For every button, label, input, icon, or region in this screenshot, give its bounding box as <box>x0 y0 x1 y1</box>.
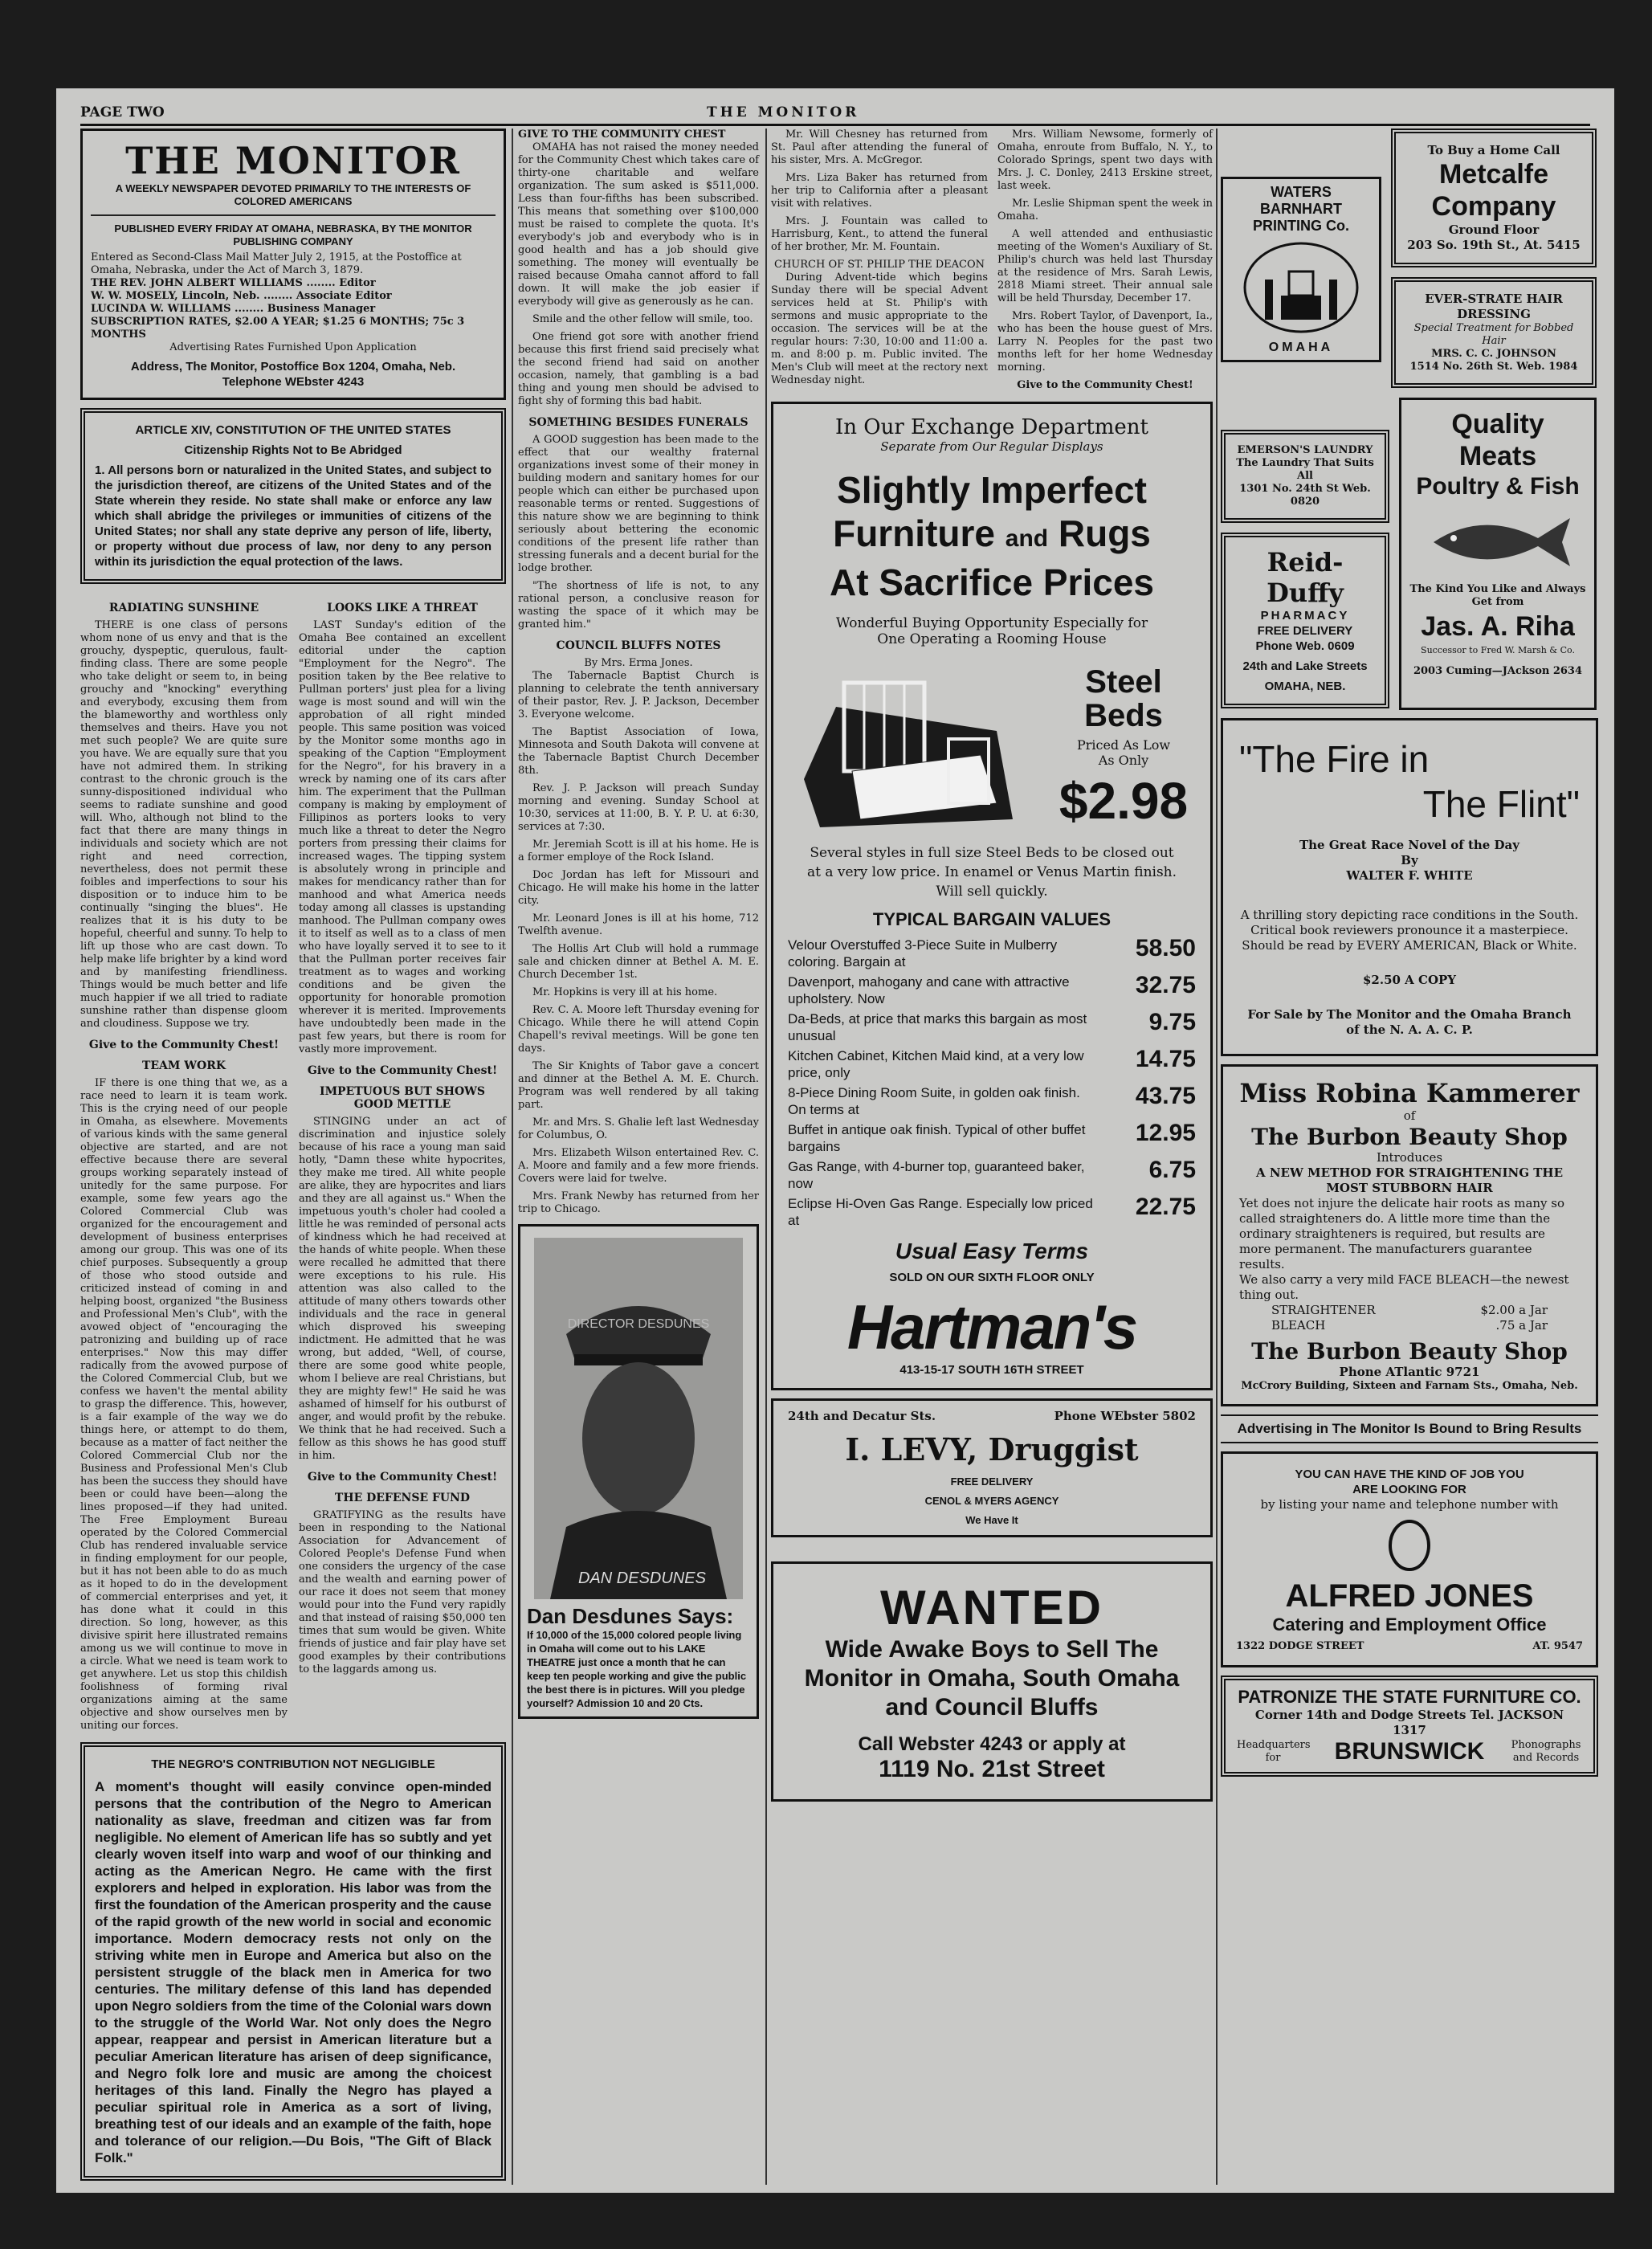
chest-line: Give to the Community Chest! <box>88 1039 279 1051</box>
rates-note: Advertising Rates Furnished Upon Application <box>169 341 417 353</box>
jones-l1: YOU CAN HAVE THE KIND OF JOB YOU ARE LOOKING FOR <box>1295 1467 1524 1496</box>
funerals-text: A GOOD suggestion has been made to the effect that our wealthy fraternal organizations invest some of their money in building modern and sanitary homes for our people which can either be purchased upon reasonable terms or rented. Suggestions of this nature show we are beginning to think seriously about bettering the economic conditions of the present life rather than stressing funerals and a decent burial for the lodge brother. <box>518 434 759 574</box>
masthead-title: THE MONITOR <box>125 139 461 182</box>
fire-l2: Critical book reviewers pronounce it a masterpiece. <box>1250 923 1568 937</box>
styles-text: Several styles in full size Steel Beds to be closed out at a very low price. In enamel or Venus Martin finish. Will sell quickly. <box>806 845 1177 900</box>
fire-sub: The Great Race Novel of the Day <box>1299 838 1519 852</box>
emerson-ad <box>1221 430 1389 523</box>
staff-3: LUCINDA W. WILLIAMS ........ Business Manager <box>91 303 376 315</box>
levy-phone: Phone WEbster 5802 <box>1054 1409 1196 1423</box>
jones-addr: 1322 DODGE STREET <box>1236 1640 1364 1652</box>
metcalfe-top: To Buy a Home Call <box>1427 143 1560 157</box>
negro-text: A moment's thought will easily convince open-minded persons that the contribution of the Negro to American nationality as slave, freedman and citizen was far from negligible. No element of American life has so subtly and yet clearly woven itself into warp and woof of our thinking and acting as the American Negro. He came with the first explorers and helped in exploration. His labor was from the first the foundation of the American prosperity and the cause of the rapid growth of the new world in social and economic importance. Modern democracy rests not only on the striving white men in Europe and America but also on the persistent struggle of the black men in America for two centuries. The military defense of this land has depended upon Negro soldiers from the time of the Colonial wars down to the struggle of the World War. Not only does the Negro appear, reappear and persist in American literature but a peculiar American literature has arisen of deep significance, and Negro folk lore and music are among the choicest heritages of this land. Finally the Negro has played a peculiar spiritual role in America as a sort of living, breathing test of our ideals and an example of the faith, hope and tolerance of our religion.—Du Bois, "The Gift of Black Folk." <box>95 1779 492 2165</box>
smile-text: Smile and the other fellow will smile, too. <box>532 313 753 325</box>
cap-label: DIRECTOR DESDUNES <box>567 1317 710 1331</box>
reidduffy-city: OMAHA, NEB. <box>1264 680 1346 693</box>
left-small-ads <box>1221 398 1389 718</box>
two-column-section <box>80 594 506 1737</box>
kammerer-shop: The Burbon Beauty Shop <box>1251 1124 1568 1150</box>
kammerer-name: Miss Robina Kammerer <box>1239 1078 1580 1108</box>
bluffs-item: The Baptist Association of Iowa, Minnesota and South Dakota will convene at the Tabernacle Baptist Church December 8th. <box>518 726 759 777</box>
kammerer-addr: McCrory Building, Sixteen and Farnam Sts., Omaha, Neb. <box>1241 1380 1578 1392</box>
easy-terms: Usual Easy Terms <box>895 1239 1089 1263</box>
bargain-row <box>788 1195 1196 1229</box>
hartman-logo: Hartman's <box>846 1292 1137 1362</box>
chest-title: GIVE TO THE COMMUNITY CHEST <box>518 129 726 141</box>
levy-free: FREE DELIVERY <box>950 1476 1034 1488</box>
chest-line: Give to the Community Chest! <box>307 1471 498 1484</box>
waters-name2: BARNHART <box>1260 201 1342 217</box>
levy-top <box>788 1409 1196 1423</box>
fire-title2: The Flint" <box>1422 783 1580 825</box>
portrait-photo <box>534 1238 743 1599</box>
reidduffy-phone: Phone Web. 0609 <box>1255 639 1355 653</box>
social-item: Mr. Will Chesney has returned from St. Paul after attending the funeral of his sister, Mrs. A. McGregor. <box>771 129 988 166</box>
everstrate-ad <box>1391 277 1597 388</box>
bargain-item: Kitchen Cabinet, Kitchen Maid kind, at a very low price, only <box>788 1048 1084 1080</box>
price-value: $2.00 a Jar <box>1480 1303 1548 1317</box>
column-2 <box>518 129 759 1727</box>
hartman-ad <box>771 402 1213 1390</box>
wanted-line2: Call Webster 4243 or apply at <box>858 1733 1126 1755</box>
bluffs-item: Rev. C. A. Moore left Thursday evening for Chicago. While there he will attend Copin Chapell's revival meetings. Will be gone ten days. <box>518 1004 759 1055</box>
bluffs-item: Mrs. Elizabeth Wilson entertained Rev. C. A. Moore and family and a few more friends. Covers were laid for twelve. <box>518 1147 759 1185</box>
bargain-row <box>788 1084 1196 1118</box>
headline-word: Rugs <box>1058 512 1151 554</box>
phone: Telephone WEbster 4243 <box>222 375 365 389</box>
negro-contribution-box <box>80 1742 506 2181</box>
bluffs-item: Doc Jordan has left for Missouri and Chicago. He will make his home in the latter city. <box>518 869 759 907</box>
social-item: Mrs. Liza Baker has returned from her trip to California after a pleasant visit with relatives. <box>771 172 988 210</box>
bluffs-item: The Hollis Art Club will hold a rummage sale and chicken dinner at Bethel A. M. E. Church December 1st. <box>518 943 759 981</box>
top-ads-row <box>1221 129 1598 398</box>
fire-l3: Should be read by EVERY AMERICAN, Black or White. <box>1242 938 1577 953</box>
bluffs-item: The Sir Knights of Tabor gave a concert and dinner at the Bethel A. M. E. Church. Program was well rendered by all taking part. <box>518 1060 759 1111</box>
reidduffy-free: FREE DELIVERY <box>1257 624 1353 638</box>
bluffs-item: Rev. J. P. Jackson will preach Sunday morning and evening. Sunday School at 10:30, services at 11:00, B. Y. P. U. at 6:30, services at 7:30. <box>518 782 759 833</box>
defense-text: GRATIFYING as the results have been in responding to the National Association for Advancement of Colored People's Defense Fund when one considers the urgency of the case and the wealth and earning power of our race it does not seem that money would pour into the Fund very rapidly and that instead of raising $50,000 ten times that sum would be given. White friends of justice and fair play have set good examples by their contributions to the laggards among us. <box>299 1509 506 1676</box>
jones-ad <box>1221 1451 1598 1667</box>
social-right <box>997 129 1213 392</box>
metcalfe-addr: 203 So. 19th St., At. 5415 <box>1407 238 1581 252</box>
reidduffy-pharmacy: PHARMACY <box>1260 609 1350 622</box>
waters-city: OMAHA <box>1268 341 1334 354</box>
social-item: A well attended and enthusiastic meeting of the Women's Auxiliary of St. Philip's church was held last Thursday at the residence of Mrs. Sarah Lewis, 2818 Miami street. Their annual sale will be held Thursday, December 17. <box>997 228 1213 304</box>
chest-line: Give to the Community Chest! <box>307 1064 498 1077</box>
metcalfe-floor: Ground Floor <box>1448 222 1540 237</box>
staff-2: W. W. MOSELY, Lincoln, Neb. ........ Associate Editor <box>91 290 392 302</box>
fire-sale: For Sale by The Monitor and the Omaha Branch of the N. A. A. C. P. <box>1247 1007 1572 1037</box>
fire-in-flint-ad <box>1221 718 1598 1056</box>
levy-have: We Have It <box>965 1514 1018 1526</box>
steel-bed-illustration <box>788 659 1029 835</box>
bargain-list <box>788 937 1196 1229</box>
bargain-price: 6.75 <box>1148 1157 1196 1183</box>
fire-by: By <box>1401 853 1418 867</box>
funerals-quote: "The shortness of life is not, to any rational person, a conclusive reason for wasting the space of it which may be granted him." <box>518 580 759 631</box>
column-rule <box>765 129 767 2185</box>
kammerer-phone: Phone ATlantic 9721 <box>1339 1365 1480 1379</box>
waters-name3: PRINTING Co. <box>1253 218 1349 234</box>
bed-price: $2.98 <box>1059 772 1189 830</box>
sold-line: SOLD ON OUR SIXTH FLOOR ONLY <box>889 1271 1095 1284</box>
teamwork-title: TEAM WORK <box>141 1059 226 1072</box>
gambling-text: One friend got sore with another friend because this first friend said precisely what the second friend had said on another occasion, namely, that gambling is a bad thing and young men should be advised to fight shy of forming this bad habit. <box>518 331 759 407</box>
bargain-price: 14.75 <box>1135 1046 1196 1072</box>
bargain-price: 22.75 <box>1135 1194 1196 1220</box>
typical-title: TYPICAL BARGAIN VALUES <box>872 909 1112 929</box>
headline-word: Furniture <box>833 512 995 554</box>
kammerer-ad <box>1221 1064 1598 1406</box>
wanted-line3: 1119 No. 21st Street <box>879 1756 1105 1782</box>
everstrate-title: EVER-STRATE HAIR DRESSING <box>1425 292 1563 321</box>
everstrate-addr: 1514 No. 26th St. Web. 1984 <box>1409 361 1578 373</box>
riha-ad <box>1399 398 1597 710</box>
bluffs-item: The Tabernacle Baptist Church is planning to celebrate the tenth anniversary of their pastor, Rev. J. P. Jackson, December 3. Everyone welcome. <box>518 670 759 720</box>
levy-name: I. LEVY, Druggist <box>845 1431 1139 1467</box>
emerson-addr: 1301 No. 24th St Web. 0820 <box>1239 483 1371 508</box>
masthead-entered: Entered as Second-Class Mail Matter July 2, 1915, at the Postoffice at Omaha, Nebraska, under the Act of March 3, 1879. <box>91 251 462 276</box>
statefurn-title: PATRONIZE THE STATE FURNITURE CO. <box>1238 1687 1581 1707</box>
ring-ornament-icon <box>1385 1517 1434 1573</box>
divider <box>91 214 496 216</box>
bluffs-byline: By Mrs. Erma Jones. <box>584 657 693 669</box>
masthead <box>80 129 506 400</box>
statefurn-brand: BRUNSWICK <box>1334 1738 1485 1765</box>
riha-kind: The Kind You Like and Always Get from <box>1409 583 1586 608</box>
riha-line1: Quality Meats <box>1451 409 1544 471</box>
jones-bottom <box>1236 1640 1583 1652</box>
waters-box <box>1221 177 1381 362</box>
headline-3: At Sacrifice Prices <box>829 561 1154 603</box>
bargain-row <box>788 973 1196 1007</box>
levy-corner: 24th and Decatur Sts. <box>788 1409 936 1423</box>
defense-title: THE DEFENSE FUND <box>334 1492 471 1504</box>
price-line <box>1239 1318 1580 1333</box>
bargain-row <box>788 1010 1196 1044</box>
subcolumn-left <box>80 594 288 1737</box>
wanted-title: WANTED <box>880 1581 1103 1635</box>
bargain-row <box>788 1047 1196 1081</box>
funerals-title: SOMETHING BESIDES FUNERALS <box>528 416 748 429</box>
kammerer-text: Yet does not injure the delicate hair roots as many so called straighteners do. A little more time than the ordinary straighteners is required, but results are more permanent. The manufacturers guarantee results. <box>1239 1196 1565 1271</box>
dan-desdunes-ad <box>518 1224 759 1719</box>
statefurn-rec: Phonographs and Records <box>1511 1739 1581 1764</box>
bed-price-box <box>1051 665 1196 829</box>
riha-addr: 2003 Cuming—JAckson 2634 <box>1413 665 1583 677</box>
threat-title: LOOKS LIKE A THREAT <box>327 602 478 614</box>
riha-line2: Poultry & Fish <box>1416 473 1580 500</box>
radiating-text: THERE is one class of persons whom none of us envy and that is the grouchy, dyspeptic, querulous, fault-finding class. There are some people who take delight or seem to, in being grouchy and "knocking" everything and everybody, excusing them from the blameworthy and worthless only themselves and theirs. Have you not met such people? We are quite sure you have. We are equally sure that you have not admired them. In striking contrast to the chronic grouch is the sunny-dispositioned individual who seems to radiate sunshine and good will. Who, although not blind to the fact that there are many things in individuals and society which are not right and need correction, nevertheless, does not permit these foibles and imperfections to sour his disposition or to induce him to be continually "singing the blues". He realizes that it is his duty to be hopeful, cheerful and sunny. To help to lift up those who are cast down. To help make life brighter by a kind word and by manifesting friendliness. Things would be much better and life much happier if we all tried to radiate sunshine rather than dispense gloom and cloudiness. Suppose we try. <box>80 619 288 1030</box>
bluffs-item: Mr. Jeremiah Scott is ill at his home. He is a former employe of the Rock Island. <box>518 839 759 863</box>
bargain-price: 58.50 <box>1135 935 1196 961</box>
riha-name: Jas. A. Riha <box>1421 611 1575 642</box>
church-title: CHURCH OF ST. PHILIP THE DEACON <box>774 259 985 271</box>
jones-l2: by listing your name and telephone number with <box>1260 1497 1559 1512</box>
dan-text: If 10,000 of the 15,000 colored people living in Omaha will come out to his LAKE THEATRE just once a month that he can keep ten people working and give the public the best there is in pictures. Will you pledge yourself? Admission 10 and 20 Cts. <box>527 1629 747 1709</box>
impetuous-title: IMPETUOUS BUT SHOWS GOOD METTLE <box>320 1085 485 1111</box>
statefurn-bottom <box>1237 1738 1582 1765</box>
metcalfe-name1: Metcalfe <box>1438 159 1549 190</box>
bed-row <box>788 659 1196 835</box>
headline-1: Slightly Imperfect <box>837 469 1147 511</box>
address: Address, The Monitor, Postoffice Box 1204, Omaha, Neb. <box>130 360 456 373</box>
bargain-price: 43.75 <box>1135 1083 1196 1109</box>
middle-ads-row <box>1221 398 1598 718</box>
article-xiv-box <box>80 408 506 584</box>
social-item: Mr. Leslie Shipman spent the week in Omaha. <box>997 198 1213 222</box>
threat-text: LAST Sunday's edition of the Omaha Bee contained an excellent editorial under the caption "Employment for the Negro". The position taken by the Bee relative to Pullman porters' just plea for a living wage is most sound and will win the approbation of all right minded people. This same position was voiced by the Monitor some months ago in speaking of the Caption "Employment for the Negro", for his bravery in a wreck by naming one of its cars after him. The experiment that the Pullman company is making by employment of Fillipinos as porters looks to very much like a threat to deter the Negro porters from pressing their claims for increased wages. The tipping system is absolutely wrong in principle and makes for mendicancy rather than for manhood and what America needs today among all classes is upstanding manhood. The Pullman company owes it to itself as well as to a class of men who have loyally served it to see to it that the Pullman porter receives fair treatment as to wages and working conditions and be given the opportunity for honorable promotion wherever it is merited. Improvements have undoubtedly been made in the past few years, but there is room for vastly more improvement. <box>299 619 506 1055</box>
social-item: Mrs. J. Fountain was called to Harrisburg, Kent., to attend the funeral of her brother, Mr. M. Fountain. <box>771 215 988 253</box>
bluffs-item: Mr. Leonard Jones is ill at his home, 712 Twelfth avenue. <box>518 912 759 937</box>
reidduffy-streets: 24th and Lake Streets <box>1242 659 1368 673</box>
rates: SUBSCRIPTION RATES, $2.00 A YEAR; $1.25 6 MONTHS; 75c 3 MONTHS <box>91 316 465 341</box>
price-label: STRAIGHTENER <box>1271 1303 1376 1317</box>
bargain-item: Eclipse Hi-Oven Gas Range. Especially low priced at <box>788 1196 1093 1228</box>
column-rule <box>512 129 513 2185</box>
bargain-price: 12.95 <box>1135 1120 1196 1146</box>
jones-phone: AT. 9547 <box>1532 1640 1583 1652</box>
subcolumn-right <box>299 594 506 1737</box>
fire-l1: A thrilling story depicting race conditions in the South. <box>1240 908 1579 922</box>
fire-title1: "The Fire in <box>1239 738 1430 780</box>
metcalfe-ad <box>1391 129 1597 267</box>
levy-ad <box>771 1398 1213 1537</box>
social-notes <box>771 129 1213 392</box>
fire-price: $2.50 A COPY <box>1362 973 1457 987</box>
photo-caption: DAN DESDUNES <box>578 1569 706 1587</box>
bargain-item: 8-Piece Dining Room Suite, in golden oak finish. On terms at <box>788 1085 1080 1117</box>
social-left <box>771 129 988 392</box>
wanted-line1: Wide Awake Boys to Sell The Monitor in Omaha, South Omaha and Council Bluffs <box>804 1636 1180 1720</box>
social-item: Mrs. Robert Taylor, of Davenport, Ia., who has been the house guest of Mrs. Larry N. Peoples for the past two months left for her home Wednesday morning. <box>997 310 1213 373</box>
bargain-item: Gas Range, with 4-burner top, guaranteed baker, now <box>788 1159 1085 1191</box>
wanted-ad <box>771 1561 1213 1802</box>
bargain-row <box>788 1121 1196 1155</box>
bargain-price: 9.75 <box>1148 1009 1196 1035</box>
bargain-price: 32.75 <box>1135 972 1196 998</box>
everstrate-name: MRS. C. C. JOHNSON <box>1431 348 1556 360</box>
radiating-title: RADIATING SUNSHINE <box>108 602 259 614</box>
bargain-item: Velour Overstuffed 3-Piece Suite in Mulberry coloring. Bargain at <box>788 937 1058 969</box>
bargain-row <box>788 1158 1196 1192</box>
article-xiv-text: 1. All persons born or naturalized in the United States, and subject to the jurisdiction thereof, are citizens of the United States and of the State wherein they reside. No state shall make or enforce any law which shall abridge the privileges or immunities of citizens of the United States; nor shall any state deprive any person of life, liberty, or property without due process of law, nor deny to any person within its jurisdiction the equal protection of the laws. <box>95 463 492 569</box>
column-1 <box>80 129 506 2190</box>
staff-1: THE REV. JOHN ALBERT WILLIAMS ........ Editor <box>91 277 376 289</box>
bargain-item: Buffet in antique oak finish. Typical of other buffet bargains <box>788 1122 1086 1154</box>
advertising-banner: Advertising in The Monitor Is Bound to Bring Results <box>1221 1414 1598 1443</box>
bargain-row <box>788 937 1196 970</box>
negro-title: THE NEGRO'S CONTRIBUTION NOT NEGLIGIBLE <box>151 1757 435 1771</box>
fish-icon <box>1417 506 1578 578</box>
jones-name: ALFRED JONES <box>1285 1578 1534 1614</box>
bluffs-item: Mr. Hopkins is very ill at his home. <box>532 986 718 998</box>
bluffs-title: COUNCIL BLUFFS NOTES <box>556 639 721 652</box>
header-rule <box>80 124 1590 126</box>
headline-word: and <box>1005 525 1049 552</box>
headline-2 <box>788 512 1196 561</box>
waters-name1: WATERS <box>1271 184 1332 200</box>
dan-title: Dan Desdunes Says: <box>527 1604 734 1628</box>
emerson-slogan: The Laundry That Suits All <box>1236 457 1374 482</box>
page-header <box>80 104 1590 120</box>
bluffs-item: Mr. and Mrs. S. Ghalie left last Wednesday for Columbus, O. <box>518 1116 759 1141</box>
dept-sub: Separate from Our Regular Displays <box>880 439 1103 454</box>
riha-succ: Successor to Fred W. Marsh & Co. <box>1421 645 1575 655</box>
price-line <box>1239 1303 1580 1318</box>
jones-office: Catering and Employment Office <box>1272 1614 1547 1635</box>
kammerer-of: of <box>1403 1108 1416 1123</box>
chest-line: Give to the Community Chest! <box>1017 379 1193 391</box>
statefurn-hq: Headquarters for <box>1237 1739 1311 1764</box>
bargain-item: Davenport, mahogany and cane with attractive upholstery. Now <box>788 974 1070 1006</box>
page-label: PAGE TWO <box>80 104 165 120</box>
price-label: BLEACH <box>1271 1318 1326 1333</box>
emerson-name: EMERSON'S LAUNDRY <box>1237 444 1373 456</box>
masthead-subtitle: A WEEKLY NEWSPAPER DEVOTED PRIMARILY TO THE INTERESTS OF COLORED AMERICANS <box>115 182 471 207</box>
waters-ad <box>1221 129 1381 398</box>
steel-beds: Steel Beds <box>1084 664 1163 733</box>
state-furniture-ad <box>1221 1676 1598 1777</box>
article-xiv-subtitle: Citizenship Rights Not to Be Abridged <box>184 443 402 457</box>
paper-name: THE MONITOR <box>707 104 860 120</box>
bargain-item: Da-Beds, at price that marks this bargain as most unusual <box>788 1011 1087 1043</box>
church-text: During Advent-tide which begins Sunday there will be special Advent services held at St. Philip's with sermons and music appropriate to the occasion. The services will be at the regular hours: 7:30, 10:00 and 11:00 a. m. and 8:00 p. m. Public invited. The Men's Club will meet at the rectory next Wednesday night. <box>771 271 988 386</box>
social-item: Mrs. William Newsome, formerly of Omaha, enroute from Buffalo, N. Y., to Colorado Springs, spent two days with Mrs. J. C. Donley, 2413 Erskine street, last week. <box>997 129 1213 192</box>
reidduffy-name: Reid-Duffy <box>1267 547 1344 608</box>
chest-text: OMAHA has not raised the money needed for the Community Chest which takes care of thirty-one charitable and welfare organization. The sum asked is $511,000. Less than four-fifths has been subscribed. This means that something over $100,000 must be raised to complete the quota. It's everybody's job and everybody who is in good health and has a job should give something. The money will eventually be raised because Omaha cannot afford to fall down. It will make the job easier if everybody will give as generously as he can. <box>518 141 759 308</box>
column-3 <box>771 129 1213 1810</box>
printing-press-icon <box>1241 239 1361 336</box>
fire-author: WALTER F. WHITE <box>1346 868 1473 883</box>
metcalfe-name2: Company <box>1431 191 1556 222</box>
reidduffy-ad <box>1221 533 1389 708</box>
article-xiv-title: ARTICLE XIV, CONSTITUTION OF THE UNITED STATES <box>135 423 451 437</box>
everstrate-sub: Special Treatment for Bobbed Hair <box>1413 322 1574 347</box>
impetuous-text: STINGING under an act of discrimination and injustice solely because of his race a young man said hotly, "Damn these white hypocrites, they make me tired. All white people are alike, they are hypocrites and liars and they are all against us." When the impetuous youth's choler had cooled a little he was reminded of personal acts of kindness which he had received at the hands of white people. When these were recalled he admitted that there were exceptions to his rule. His attention was also called to the attitude of many others towards other individuals and the race in general which disproved his sweeping indictment. He admitted that he was wrong, but added, "Well, of course, there are some good white people, whom I believe are real Christians, but they are mighty few!" He said he was ashamed of himself for his outburst of anger, and would profit by the rebuke. We think that he had received. Such a fellow as this shows he has good stuff in him. <box>299 1116 506 1462</box>
bluffs-item: Mrs. Frank Newby has returned from her trip to Chicago. <box>518 1190 759 1215</box>
teamwork-text: IF there is one thing that we, as a race need to learn it is team work. This is the crying need of our people in Omaha, as elsewhere. Movements of various kinds with the same general objective are started, and are not effective because there are several groups working separately instead of unitedly for the same purpose. For example, some few years ago the Colored Commercial Club was organized for the encouragement and development of business enterprises among our group. This was one of its chief purposes. Subsequently a group of those who stood outside and criticized instead of coming in and helping boost, organized "the Business and Professional Men's Club", with the avowed object of "encouraging the patronizing and building up of race enterprises." Now this may differ radically from the avowed purpose of the Colored Commercial Club, but we confess we haven't the mental ability to grasp the difference. This, however, is a fair example of the way we do things here, or attempt to do them, because as a matter of fact neither the Colored Commercial Club nor the Business and Professional Men's Club has been the success they should have been or could have been—along the lines proposed—if they had united. The Free Employment Bureau operated by the Colored Commercial Club has rendered invaluable service in finding employment for our people, but it has not been able to do as much as it hoped to do in the development of commercial enterprises and yet, it has done what it could in this direction. So long, however, as this divisive spirit here illustrated remains among us we will continue to move in a circle. What we need is team work to get anywhere. Let us stop this childish foolishness of forming rival organizations aiming at the same objective and show ourselves men by uniting our forces. <box>80 1077 288 1732</box>
newspaper-page <box>56 88 1614 2193</box>
column-4 <box>1221 129 1598 1786</box>
statefurn-addr: Corner 14th and Dodge Streets Tel. JACKSON 1317 <box>1254 1708 1564 1737</box>
priced-note: Priced As Low As Only <box>1076 737 1171 768</box>
masthead-published: PUBLISHED EVERY FRIDAY AT OMAHA, NEBRASKA, BY THE MONITOR PUBLISHING COMPANY <box>114 222 472 247</box>
column-rule <box>1216 129 1218 2185</box>
dept-title: In Our Exchange Department <box>834 415 1148 439</box>
buying-line: Wonderful Buying Opportunity Especially for One Operating a Rooming House <box>835 615 1148 647</box>
price-value: .75 a Jar <box>1495 1318 1548 1333</box>
kammerer-bleach: We also carry a very mild FACE BLEACH—the newest thing out. <box>1239 1272 1569 1302</box>
hartman-address: 413-15-17 SOUTH 16TH STREET <box>899 1363 1084 1377</box>
kammerer-method: A NEW METHOD FOR STRAIGHTENING THE MOST STUBBORN HAIR <box>1255 1165 1564 1195</box>
levy-agency: CENOL & MYERS AGENCY <box>924 1495 1059 1507</box>
right-ads <box>1391 129 1597 398</box>
kammerer-shop2: The Burbon Beauty Shop <box>1251 1338 1568 1365</box>
kammerer-intro: Introduces <box>1376 1150 1443 1165</box>
